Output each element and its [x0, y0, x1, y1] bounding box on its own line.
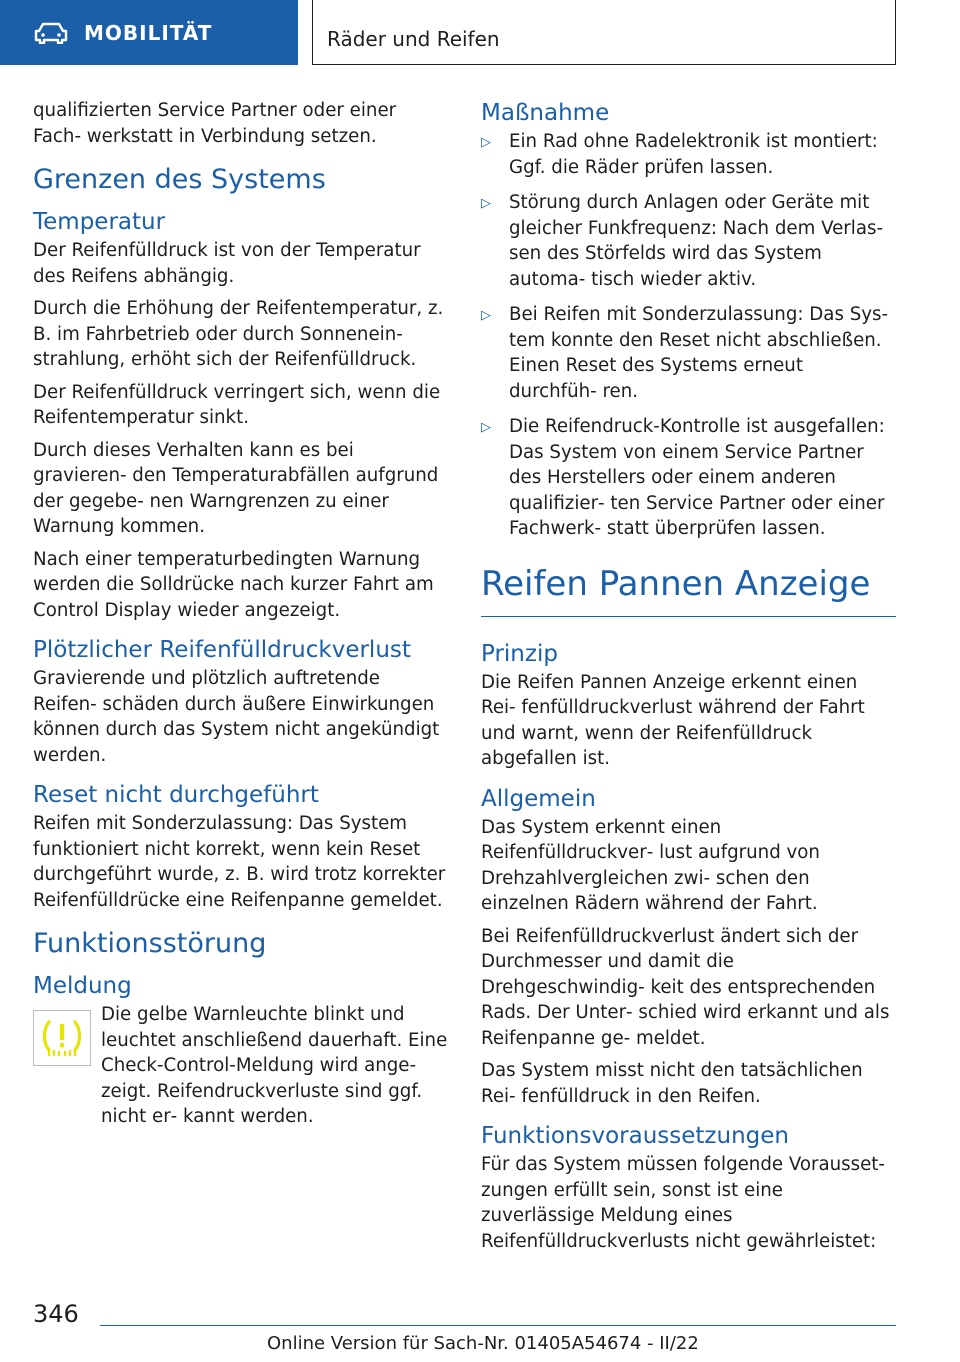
- section-label: MOBILITÄT: [84, 20, 213, 45]
- bullet-icon: ▷: [481, 135, 491, 150]
- warning-block: [33, 1002, 448, 1137]
- paragraph: Der Reifenfülldruck verringert sich, wenn die Reifentemperatur sinkt.: [33, 381, 441, 428]
- heading-stoerung: Funktionsstörung: [33, 928, 267, 959]
- paragraph: Bei Reifenfülldruckverlust ändert sich der Durchmesser und damit die Drehgeschwindig‐ keit des entsprechenden Rads. Der Unter‐ schied wird erkannt und als Reifenpanne ge‐ meldet.: [481, 925, 890, 1049]
- paragraph: Gravierende und plötzlich auftretende Reifen‐ schäden durch äußere Einwirkungen können durch das System nicht angekündigt werden.: [33, 668, 440, 766]
- chapter-title: Räder und Reifen: [312, 0, 896, 65]
- paragraph: Durch dieses Verhalten kann es bei gravieren‐ den Temperaturabfällen aufgrund der gegebe‐ nen Warngrenzen zu einer Warnung kommen.: [33, 439, 439, 537]
- heading-meldung: Meldung: [33, 973, 132, 999]
- heading-ploetzlich: Plötzlicher Reifenfülldruckverlust: [33, 637, 411, 663]
- heading-grenzen: Grenzen des Systems: [33, 164, 326, 195]
- footer-text: Online Version für Sach-Nr. 01405A54674 - II/22: [267, 1333, 699, 1354]
- intro-text: qualifizierten Service Partner oder einer Fach‐ werkstatt in Verbindung setzen.: [33, 100, 397, 147]
- paragraph: Das System erkennt einen Reifenfülldruckver‐ lust aufgrund von Drehzahlvergleichen zwi‐ schen den einzelnen Rädern während der Fahrt.: [481, 816, 820, 914]
- paragraph: Reifen mit Sonderzulassung: Das System funktioniert nicht korrekt, wenn kein Reset durchgeführt wurde, z. B. wird trotz korrekter Reifenfülldrücke eine Reifenpanne gemeldet.: [33, 813, 446, 911]
- bullet-icon: ▷: [481, 420, 491, 435]
- paragraph: Die Reifen Pannen Anzeige erkennt einen Rei‐ fenfülldruckverlust während der Fahrt und warnt, wenn der Reifenfülldruck abgefallen ist.: [481, 671, 865, 769]
- heading-temperatur: Temperatur: [33, 209, 166, 235]
- section-tab: [0, 0, 298, 65]
- bullet-icon: ▷: [481, 308, 491, 323]
- paragraph: Der Reifenfülldruck ist von der Temperatur des Reifens abhängig.: [33, 240, 421, 287]
- heading-voraussetzungen: Funktionsvoraussetzungen: [481, 1123, 789, 1149]
- heading-massnahme: Maßnahme: [481, 100, 610, 126]
- heading-reifen-pannen-anzeige: Reifen Pannen Anzeige: [481, 562, 896, 617]
- meldung-text: Die gelbe Warnleuchte blinkt und leuchtet anschließend dauerhaft. Eine Check-Control-Meldung wird ange‐ zeigt. Reifendruckverluste sind ggf. nicht er‐ kannt werden.: [101, 1004, 448, 1127]
- list-item: ▷ Bei Reifen mit Sonderzulassung: Das Sys‐ tem konnte den Reset nicht abschließen. Einen Reset des Systems erneut durchfüh‐ ren.: [481, 302, 896, 404]
- page-number: 346: [33, 1300, 79, 1328]
- paragraph: Durch die Erhöhung der Reifentemperatur, z. B. im Fahrbetrieb oder durch Sonnenein‐ strahlung, erhöht sich der Reifenfülldruck.: [33, 298, 444, 370]
- car-icon: [34, 22, 68, 44]
- list-item: ▷ Die Reifendruck-Kontrolle ist ausgefallen: Das System von einem Service Partner des Herstellers oder einem anderen qualifizier‐ ten Service Partner oder einer Fachwerk‐ statt überprüfen lassen.: [481, 414, 896, 542]
- paragraph: Für das System müssen folgende Vorausset‐ zungen erfüllt sein, sonst ist eine zuverlässige Meldung eines Reifenfülldruckverlusts nicht gewährleistet:: [481, 1154, 885, 1252]
- heading-allgemein: Allgemein: [481, 785, 596, 812]
- heading-prinzip: Prinzip: [481, 640, 558, 667]
- paragraph: Nach einer temperaturbedingten Warnung werden die Solldrücke nach kurzer Fahrt am Control Display wieder angezeigt.: [33, 548, 434, 621]
- right-column: [481, 98, 896, 1261]
- tire-pressure-warning-icon: [33, 1010, 91, 1066]
- bullet-icon: ▷: [481, 196, 491, 211]
- heading-reset: Reset nicht durchgeführt: [33, 782, 319, 808]
- list-item: ▷ Störung durch Anlagen oder Geräte mit gleicher Funkfrequenz: Nach dem Verlas‐ sen des Störfelds wird das System automa‐ tisch wieder aktiv.: [481, 190, 896, 292]
- paragraph: Das System misst nicht den tatsächlichen Rei‐ fenfülldruck in den Reifen.: [481, 1060, 863, 1107]
- list-item: ▷ Ein Rad ohne Radelektronik ist montiert: Ggf. die Räder prüfen lassen.: [481, 129, 896, 180]
- left-column: [33, 98, 448, 1137]
- massnahme-list: [481, 129, 896, 542]
- footer-divider: [100, 1325, 896, 1326]
